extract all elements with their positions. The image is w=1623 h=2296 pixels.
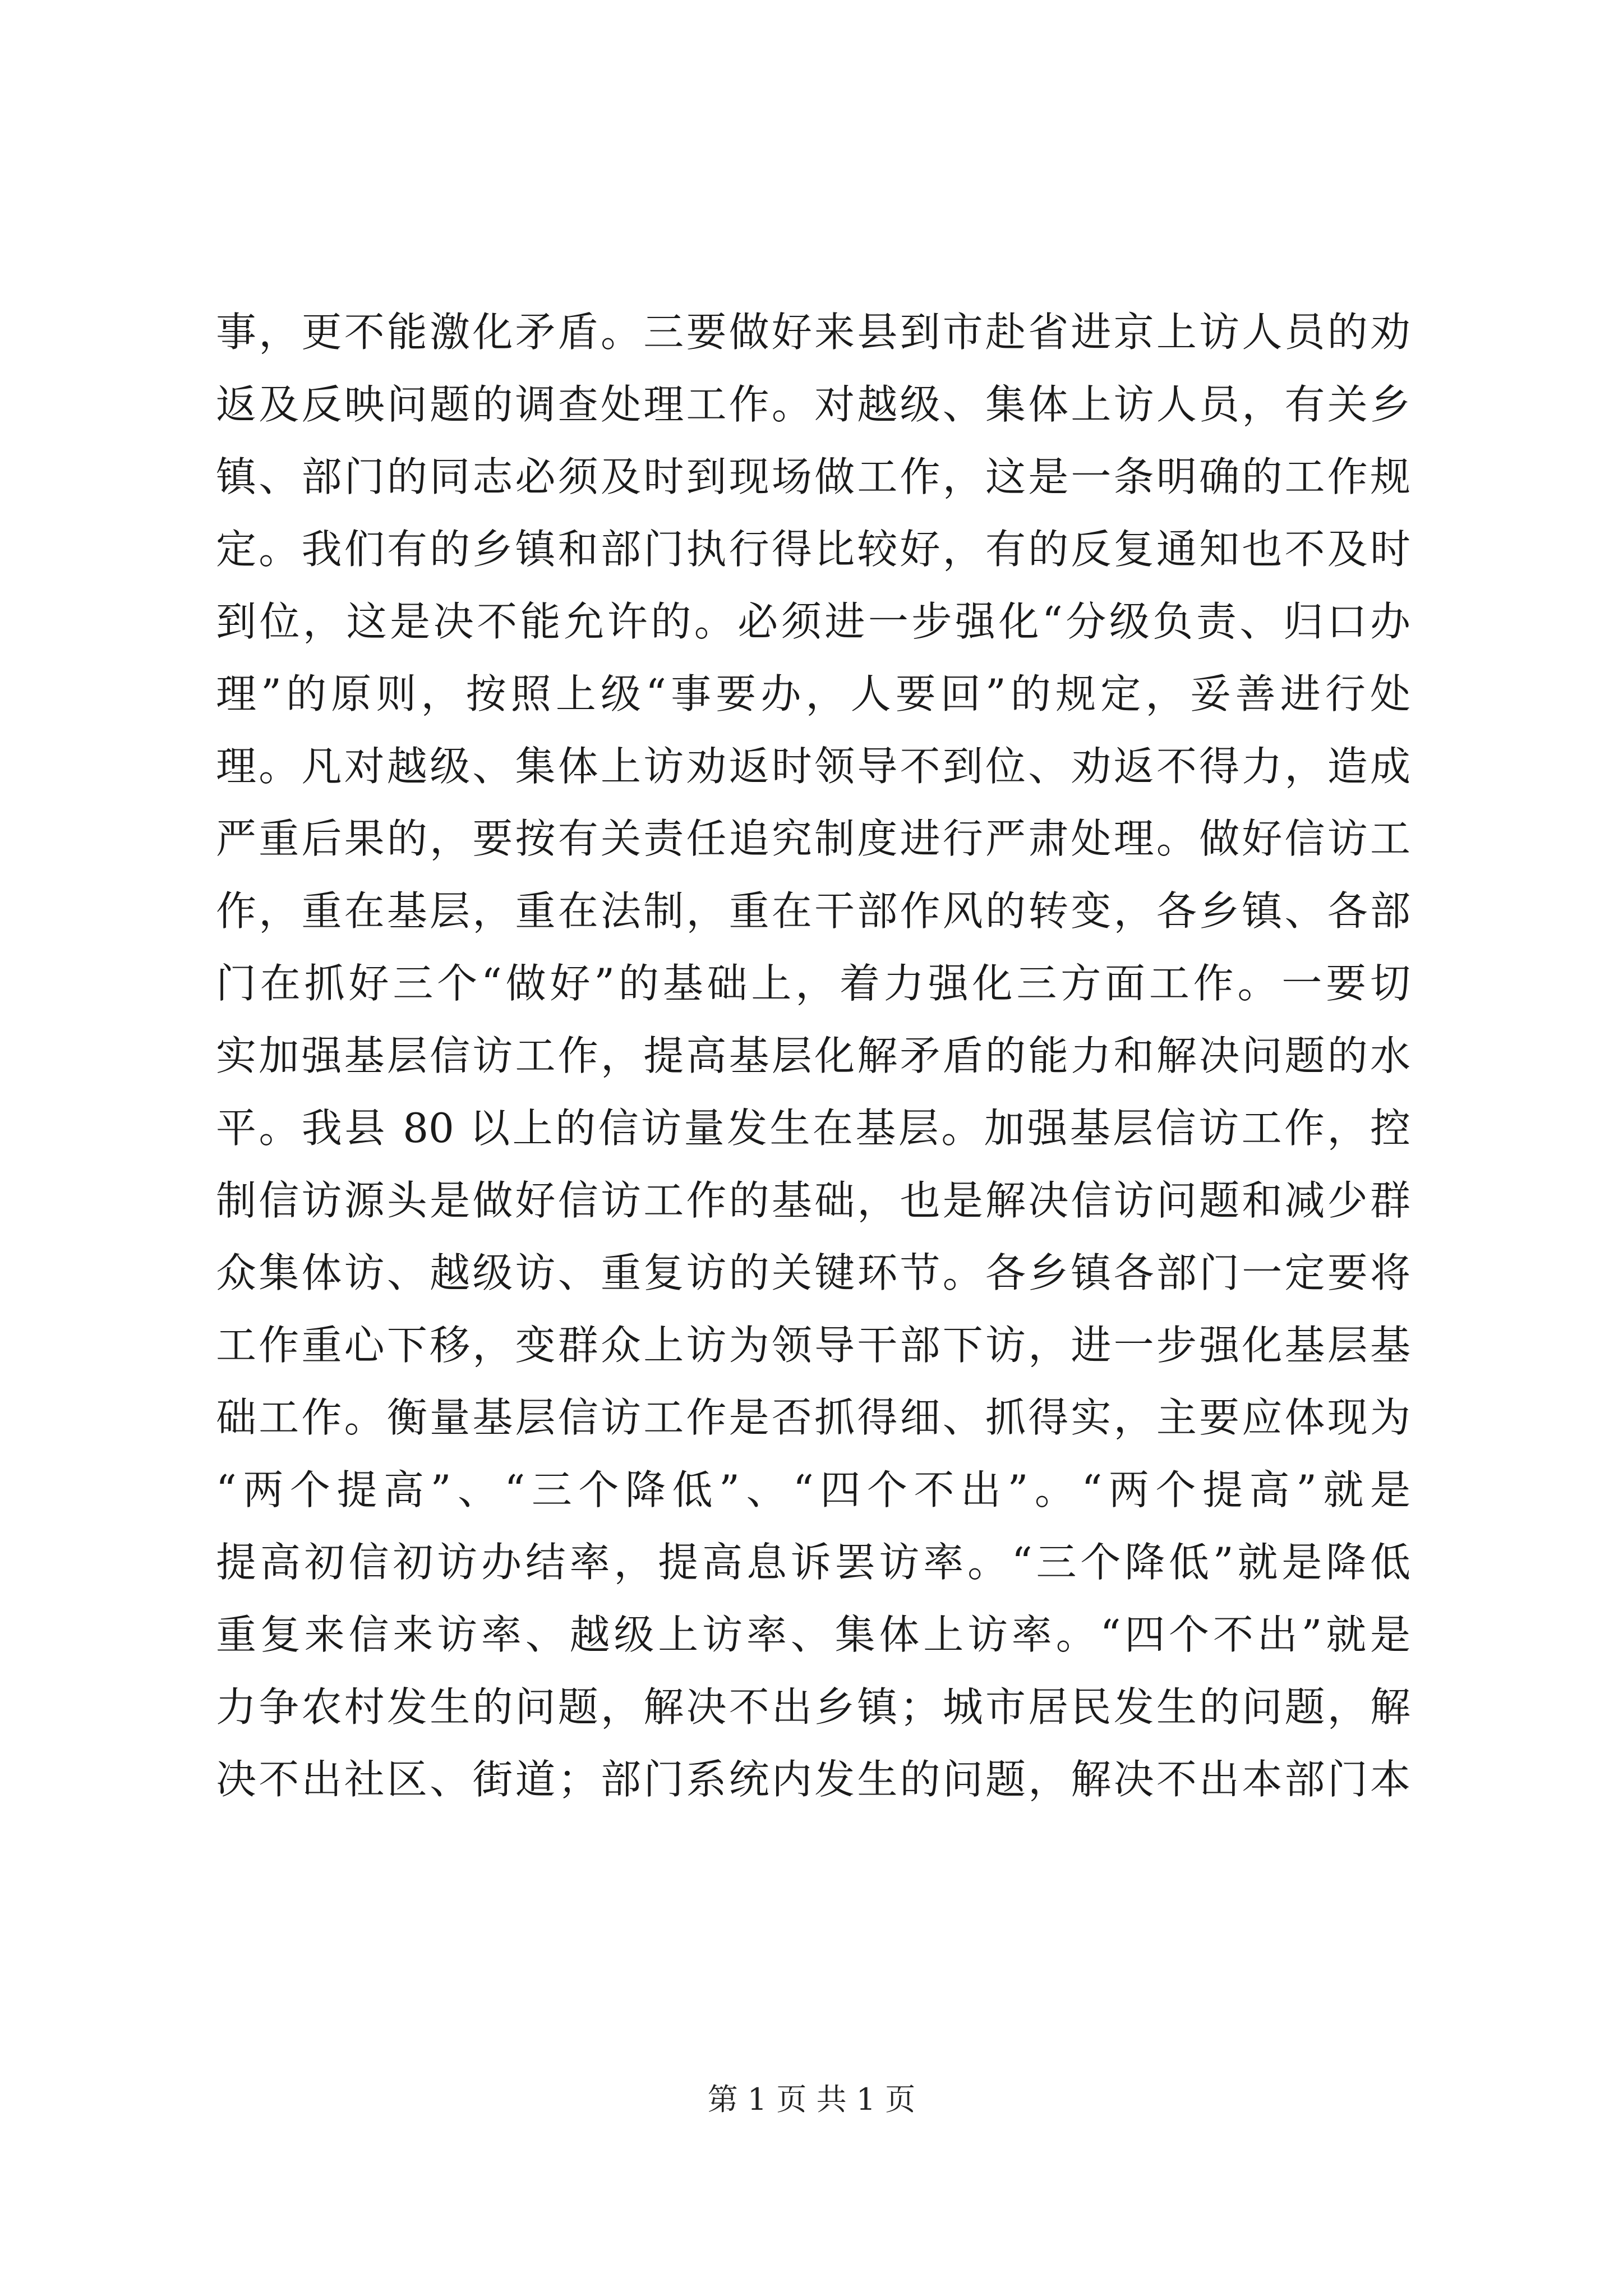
text-line: 制信访源头是做好信访工作的基础，也是解决信访问题和减少群 [216, 1177, 1410, 1224]
text-line: 众集体访、越级访、重复访的关键环节。各乡镇各部门一定要将 [216, 1249, 1410, 1296]
page-number-footer: 第 1 页 共 1 页 [707, 2082, 916, 2117]
text-line: 理。凡对越级、集体上访劝返时领导不到位、劝返不得力，造成 [216, 743, 1410, 790]
text-line: 提高初信初访办结率，提高息诉罢访率。“三个降低”就是降低 [216, 1539, 1410, 1586]
text-line: 决不出社区、街道；部门系统内发生的问题，解决不出本部门本 [216, 1756, 1410, 1803]
text-line: 返及反映问题的调查处理工作。对越级、集体上访人员，有关乡 [216, 381, 1410, 428]
text-line: 重复来信来访率、越级上访率、集体上访率。“四个不出”就是 [216, 1611, 1410, 1658]
text-line: 工作重心下移，变群众上访为领导干部下访，进一步强化基层基 [216, 1322, 1410, 1369]
text-line: 事，更不能激化矛盾。三要做好来县到市赴省进京上访人员的劝 [216, 309, 1410, 356]
text-line: 实加强基层信访工作，提高基层化解矛盾的能力和解决问题的水 [216, 1032, 1410, 1079]
text-line: 作，重在基层，重在法制，重在干部作风的转变，各乡镇、各部 [216, 887, 1410, 935]
text-line: 平。我县 80 以上的信访量发生在基层。加强基层信访工作，控 [216, 1105, 1410, 1152]
text-line: 础工作。衡量基层信访工作是否抓得细、抓得实，主要应体现为 [216, 1394, 1410, 1441]
text-line: “两个提高”、“三个降低”、“四个不出”。“两个提高”就是 [216, 1466, 1410, 1513]
text-line: 定。我们有的乡镇和部门执行得比较好，有的反复通知也不及时 [216, 526, 1410, 573]
text-line: 门在抓好三个“做好”的基础上，着力强化三方面工作。一要切 [216, 960, 1410, 1007]
text-line: 到位，这是决不能允许的。必须进一步强化“分级负责、归口办 [216, 598, 1410, 645]
body-text [216, 296, 1410, 1816]
text-line: 镇、部门的同志必须及时到现场做工作，这是一条明确的工作规 [216, 453, 1410, 500]
text-line: 理”的原则，按照上级“事要办，人要回”的规定，妥善进行处 [216, 670, 1410, 717]
text-line: 严重后果的，要按有关责任追究制度进行严肃处理。做好信访工 [216, 815, 1410, 862]
text-line: 力争农村发生的问题，解决不出乡镇；城市居民发生的问题，解 [216, 1683, 1410, 1731]
